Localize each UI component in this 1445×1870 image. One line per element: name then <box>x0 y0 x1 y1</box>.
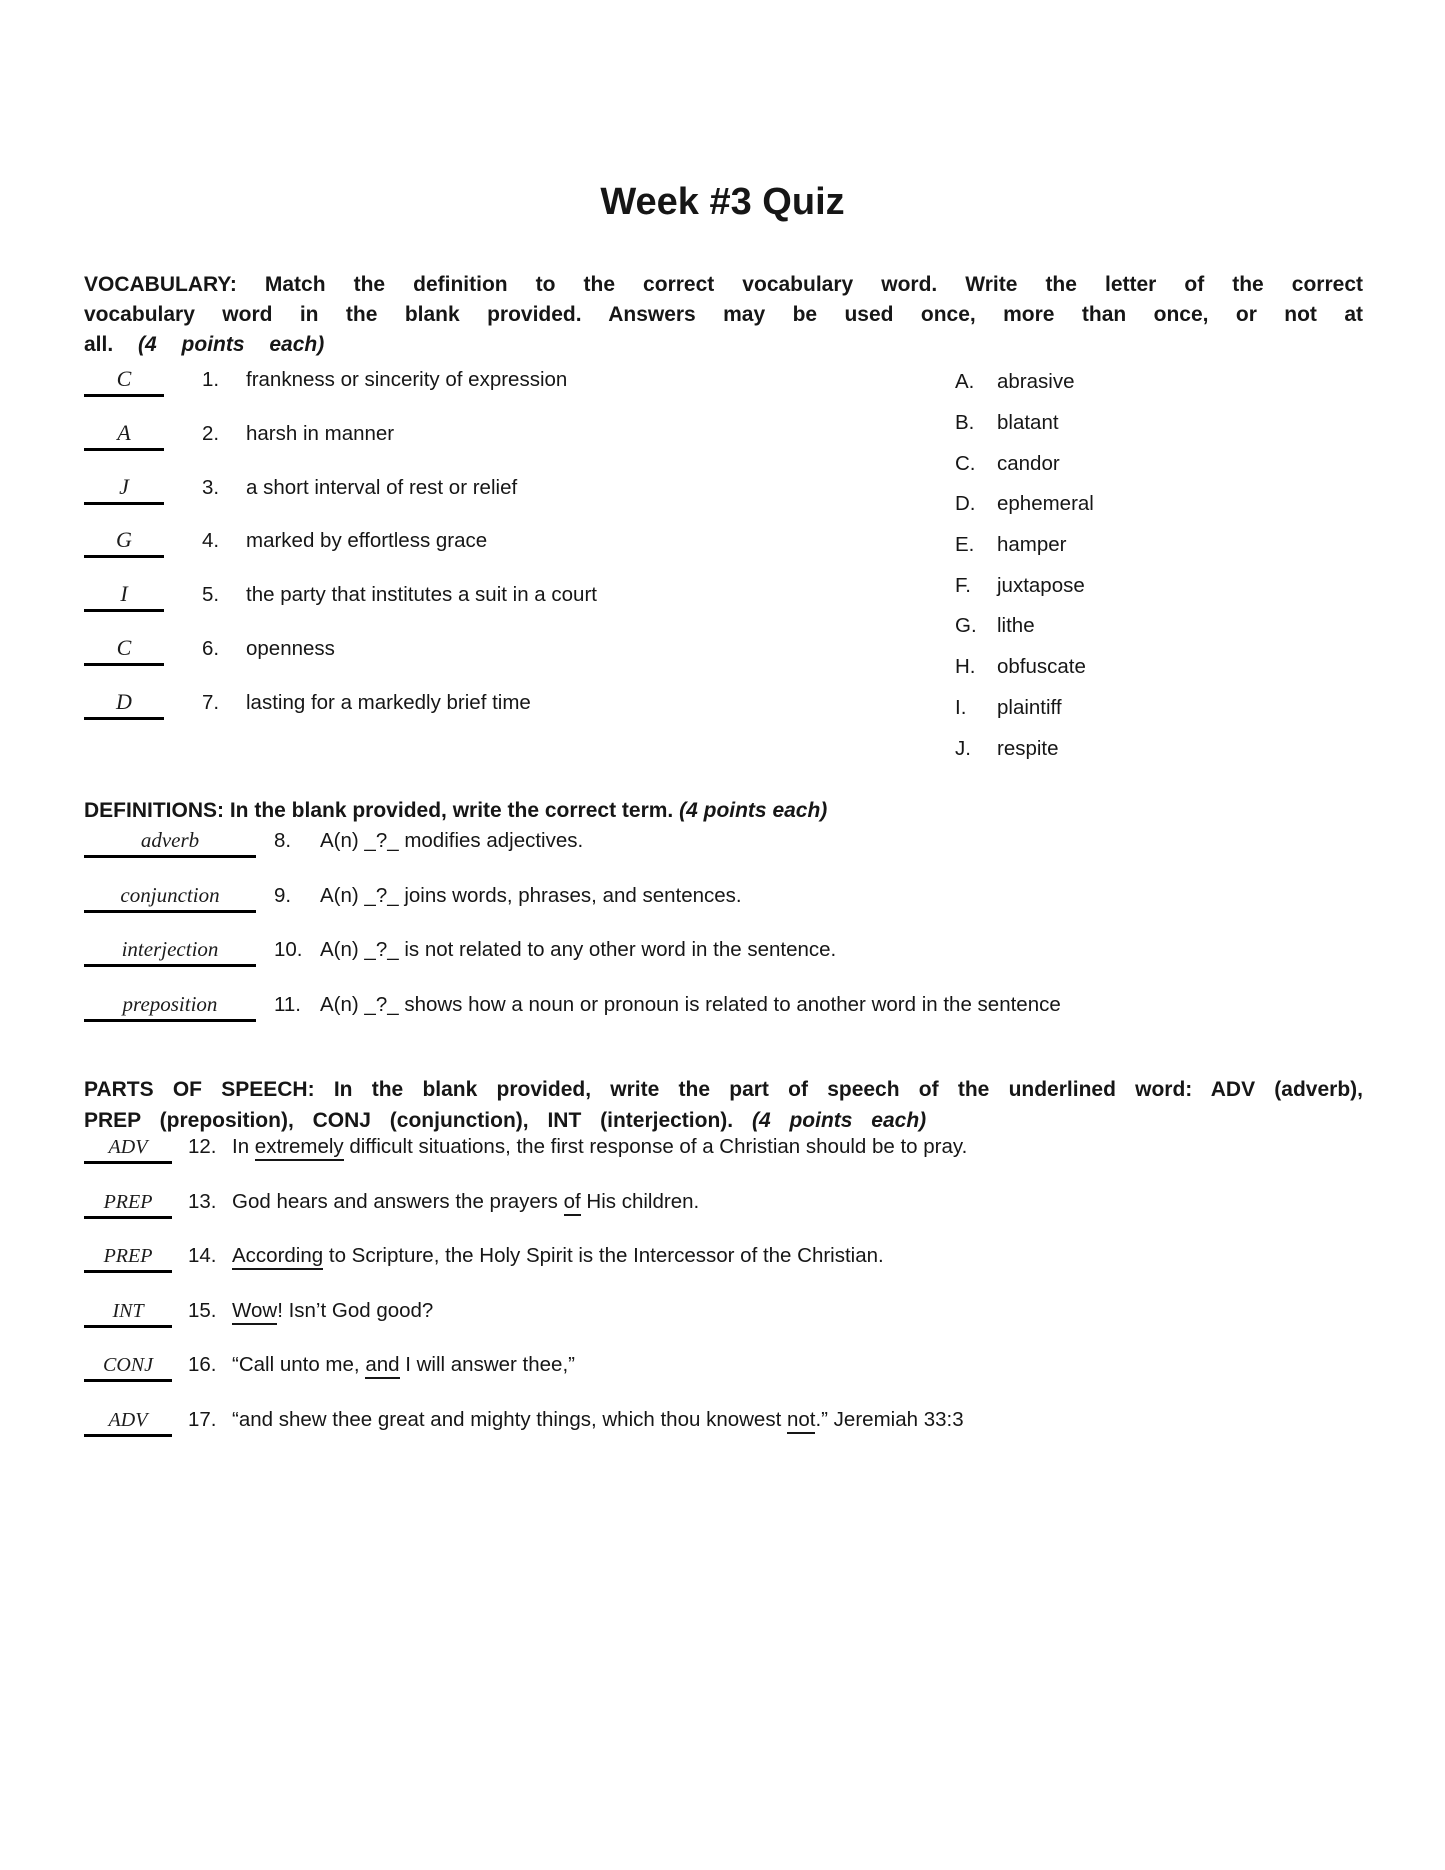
question-text <box>232 1135 1404 1159</box>
question-number: 1. <box>202 368 220 391</box>
parts-of-speech-question-list <box>84 1125 1404 1452</box>
vocabulary-question-row <box>84 464 944 518</box>
parts-of-speech-question-row <box>84 1289 1404 1344</box>
answer-blank <box>84 1244 172 1273</box>
answer-blank <box>84 1135 172 1164</box>
parts-of-speech-question-row <box>84 1343 1404 1398</box>
question-text <box>232 1408 1404 1432</box>
question-number: 11. <box>274 993 301 1017</box>
word-bank-word: lithe <box>997 614 1035 638</box>
answer-blank <box>84 1353 172 1382</box>
answer-blank <box>84 828 256 858</box>
underlined-word: and <box>365 1353 399 1379</box>
handwritten-answer: CONJ <box>103 1354 153 1376</box>
word-bank-item <box>955 688 1094 729</box>
word-bank-item <box>955 362 1094 403</box>
question-number: 8. <box>274 829 292 852</box>
parts-of-speech-instruction-text: In the blank provided, write the part of speech of the underlined word: ADV (adverb), PREP (preposition), CONJ (conjunction), INT (interjection). <box>84 1078 1363 1132</box>
word-bank-letter: C. <box>955 451 976 475</box>
vocabulary-question-row <box>84 356 944 410</box>
answer-blank <box>84 635 164 666</box>
handwritten-answer: adverb <box>140 828 200 852</box>
handwritten-answer: A <box>117 419 131 445</box>
question-text: a short interval of rest or relief <box>246 475 518 499</box>
parts-of-speech-question-row <box>84 1234 1404 1289</box>
handwritten-answer: G <box>116 527 132 553</box>
page-title: Week #3 Quiz <box>600 181 845 223</box>
word-bank-word: hamper <box>997 533 1067 557</box>
answer-blank <box>84 420 164 451</box>
question-text: openness <box>246 636 335 660</box>
question-text: A(n) _?_ is not related to any other word in the sentence. <box>320 938 837 962</box>
answer-blank <box>84 527 164 558</box>
definitions-question-row <box>84 818 1404 873</box>
handwritten-answer: C <box>116 634 132 660</box>
question-text <box>232 1353 1404 1377</box>
question-number: 16. <box>188 1353 217 1376</box>
handwritten-answer: PREP <box>103 1190 153 1213</box>
parts-of-speech-question-row <box>84 1398 1404 1453</box>
question-number: 12. <box>188 1135 217 1158</box>
handwritten-answer: ADV <box>108 1408 148 1431</box>
question-number: 9. <box>274 883 292 907</box>
answer-blank <box>84 992 256 1022</box>
question-text: the party that institutes a suit in a court <box>246 583 597 607</box>
question-number: 13. <box>188 1189 217 1213</box>
handwritten-answer: preposition <box>122 992 218 1017</box>
handwritten-answer: D <box>116 688 132 714</box>
underlined-word: Wow <box>232 1299 277 1325</box>
definitions-question-row <box>84 873 1404 928</box>
word-bank <box>955 362 1094 769</box>
question-number: 3. <box>202 475 220 499</box>
definitions-instruction-text: In the blank provided, write the correct term. <box>224 799 680 822</box>
vocabulary-points-note: (4 points each) <box>138 333 325 356</box>
word-bank-item <box>955 443 1094 484</box>
question-text <box>232 1299 1404 1323</box>
question-text: A(n) _?_ joins words, phrases, and sentences. <box>320 883 742 907</box>
answer-blank <box>84 366 164 397</box>
word-bank-item <box>955 647 1094 688</box>
parts-of-speech-heading: PARTS OF SPEECH: <box>84 1078 315 1101</box>
vocabulary-question-row <box>84 517 944 571</box>
word-bank-letter: B. <box>955 411 975 435</box>
word-bank-word: respite <box>997 736 1059 760</box>
question-number: 7. <box>202 690 220 714</box>
sentence-post: ! Isn’t God good? <box>277 1298 434 1322</box>
definitions-question-row <box>84 982 1404 1037</box>
vocabulary-instruction-text: Match the definition to the correct vocabulary word. Write the letter of the correct vocabulary word in the blank provided. Answers may be used once, more than once, or not at all. <box>84 273 1363 356</box>
sentence-post: I will answer thee,” <box>399 1353 575 1376</box>
question-text: A(n) _?_ modifies adjectives. <box>320 829 584 852</box>
handwritten-answer: ADV <box>108 1136 148 1158</box>
sentence-post: difficult situations, the first response of a Christian should be to pray. <box>343 1135 968 1158</box>
question-text: harsh in manner <box>246 421 395 445</box>
question-text: lasting for a markedly brief time <box>246 690 531 714</box>
word-bank-item <box>955 728 1094 769</box>
vocabulary-instructions <box>84 270 1363 360</box>
word-bank-letter: A. <box>955 370 975 394</box>
handwritten-answer: J <box>119 473 129 499</box>
word-bank-word: abrasive <box>997 370 1075 394</box>
word-bank-item <box>955 484 1094 525</box>
parts-of-speech-question-row <box>84 1125 1404 1180</box>
sentence-post: His children. <box>580 1189 700 1213</box>
word-bank-item <box>955 403 1094 444</box>
question-text <box>232 1244 1404 1268</box>
question-number: 14. <box>188 1244 217 1267</box>
word-bank-item <box>955 525 1094 566</box>
sentence-pre: “Call unto me, <box>232 1353 366 1376</box>
word-bank-word: ephemeral <box>997 492 1094 516</box>
sentence-post: .” Jeremiah 33:3 <box>815 1407 964 1431</box>
answer-blank <box>84 1190 172 1219</box>
question-number: 4. <box>202 529 220 553</box>
underlined-word: According <box>232 1244 323 1270</box>
definitions-heading: DEFINITIONS: <box>84 799 224 822</box>
vocabulary-question-row <box>84 679 944 733</box>
word-bank-item <box>955 565 1094 606</box>
word-bank-letter: E. <box>955 533 975 557</box>
word-bank-letter: I. <box>955 695 967 719</box>
question-text: frankness or sincerity of expression <box>246 368 568 391</box>
word-bank-word: candor <box>997 451 1060 475</box>
question-text: marked by effortless grace <box>246 529 488 553</box>
parts-of-speech-question-row <box>84 1180 1404 1235</box>
handwritten-answer: PREP <box>103 1245 153 1267</box>
answer-blank <box>84 937 256 967</box>
sentence-pre: God hears and answers the prayers <box>232 1189 564 1213</box>
answer-blank <box>84 1299 172 1328</box>
answer-blank <box>84 689 164 720</box>
question-number: 10. <box>274 938 303 962</box>
vocabulary-question-row <box>84 571 944 625</box>
answer-blank <box>84 883 256 913</box>
word-bank-word: obfuscate <box>997 655 1086 679</box>
question-text: A(n) _?_ shows how a noun or pronoun is related to another word in the sentence <box>320 993 1061 1017</box>
question-number: 17. <box>188 1407 217 1431</box>
question-text <box>232 1190 1404 1214</box>
answer-blank <box>84 1408 172 1437</box>
vocabulary-question-row <box>84 625 944 679</box>
underlined-word: of <box>564 1190 581 1216</box>
question-number: 6. <box>202 636 220 660</box>
word-bank-word: juxtapose <box>997 573 1085 597</box>
underlined-word: not <box>787 1408 816 1434</box>
sentence-post: to Scripture, the Holy Spirit is the Intercessor of the Christian. <box>323 1244 884 1267</box>
sentence-pre: “and shew thee great and mighty things, which thou knowest <box>232 1407 787 1431</box>
vocabulary-question-list <box>84 356 944 733</box>
word-bank-letter: H. <box>955 655 976 679</box>
underlined-word: extremely <box>255 1135 344 1161</box>
question-number: 5. <box>202 583 220 607</box>
handwritten-answer: I <box>120 581 128 607</box>
handwritten-answer: interjection <box>121 937 219 962</box>
handwritten-answer: conjunction <box>120 882 220 907</box>
word-bank-letter: D. <box>955 492 976 516</box>
question-number: 2. <box>202 421 220 445</box>
word-bank-letter: G. <box>955 614 977 638</box>
answer-blank <box>84 474 164 505</box>
parts-of-speech-points-note: (4 points each) <box>751 1109 927 1132</box>
definitions-question-list <box>84 818 1404 1037</box>
word-bank-word: plaintiff <box>997 695 1062 719</box>
word-bank-letter: J. <box>955 736 971 760</box>
sentence-pre: In <box>232 1135 255 1158</box>
definitions-question-row <box>84 927 1404 982</box>
answer-blank <box>84 581 164 612</box>
handwritten-answer: C <box>116 366 132 391</box>
handwritten-answer: INT <box>112 1299 144 1322</box>
word-bank-item <box>955 606 1094 647</box>
definitions-points-note: (4 points each) <box>679 799 828 822</box>
vocabulary-heading: VOCABULARY: <box>84 273 237 296</box>
vocabulary-question-row <box>84 410 944 464</box>
word-bank-word: blatant <box>997 411 1059 435</box>
word-bank-letter: F. <box>955 573 971 597</box>
question-number: 15. <box>188 1298 217 1322</box>
